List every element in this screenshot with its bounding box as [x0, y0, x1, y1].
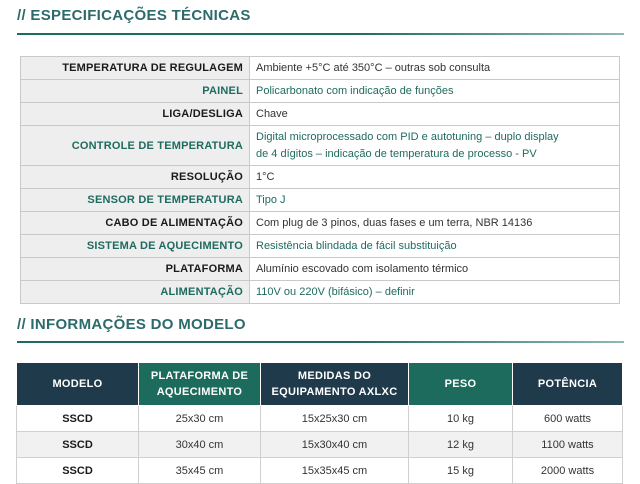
- cell-platform: 25x30 cm: [139, 406, 261, 432]
- spec-label: RESOLUÇÃO: [21, 166, 250, 189]
- spec-value: Chave: [250, 103, 620, 126]
- model-table-header: [17, 363, 623, 406]
- spec-label: TEMPERATURA DE REGULAGEM: [21, 57, 250, 80]
- model-table: [16, 362, 623, 484]
- spec-label: CONTROLE DE TEMPERATURA: [21, 126, 250, 166]
- spec-label: SENSOR DE TEMPERATURA: [21, 189, 250, 212]
- spec-value: 1°C: [250, 166, 620, 189]
- cell-dimensions: 15x30x40 cm: [261, 432, 409, 458]
- spec-label: LIGA/DESLIGA: [21, 103, 250, 126]
- table-row: [17, 406, 623, 432]
- header-platform-line: PLATAFORMA DE: [150, 370, 249, 382]
- model-section-title: // INFORMAÇÕES DO MODELO: [17, 316, 246, 333]
- specs-row: [21, 281, 620, 304]
- cell-power: 1100 watts: [513, 432, 623, 458]
- header-weight: PESO: [409, 363, 513, 406]
- cell-dimensions: 15x35x45 cm: [261, 458, 409, 484]
- specs-table: [20, 56, 620, 304]
- cell-weight: 15 kg: [409, 458, 513, 484]
- cell-model: SSCD: [17, 432, 139, 458]
- spec-value: Tipo J: [250, 189, 620, 212]
- spec-value: 110V ou 220V (bifásico) – definir: [250, 281, 620, 304]
- cell-model: SSCD: [17, 406, 139, 432]
- spec-value-line: Digital microprocessado com PID e autotuning – duplo display: [256, 130, 559, 143]
- specs-title-divider: [17, 33, 624, 35]
- spec-label: PAINEL: [21, 80, 250, 103]
- spec-label: CABO DE ALIMENTAÇÃO: [21, 212, 250, 235]
- header-platform: [139, 363, 261, 406]
- cell-platform: 30x40 cm: [139, 432, 261, 458]
- spec-value: Ambiente +5°C até 350°C – outras sob consulta: [250, 57, 620, 80]
- spec-value: [250, 126, 620, 166]
- header-dimensions-line: EQUIPAMENTO AXLXC: [271, 386, 398, 398]
- header-model: MODELO: [17, 363, 139, 406]
- spec-label: ALIMENTAÇÃO: [21, 281, 250, 304]
- specs-section-title: // ESPECIFICAÇÕES TÉCNICAS: [17, 7, 251, 24]
- specs-row: [21, 57, 620, 80]
- spec-label: PLATAFORMA: [21, 258, 250, 281]
- spec-value-line: de 4 dígitos – indicação de temperatura de processo - PV: [256, 147, 537, 160]
- specs-row: [21, 258, 620, 281]
- specs-row: [21, 126, 620, 166]
- specs-row: [21, 212, 620, 235]
- model-title-divider: [17, 341, 624, 343]
- table-row: [17, 432, 623, 458]
- specs-row: [21, 235, 620, 258]
- specs-row: [21, 189, 620, 212]
- spec-value: Policarbonato com indicação de funções: [250, 80, 620, 103]
- spec-value: Resistência blindada de fácil substituição: [250, 235, 620, 258]
- cell-model: SSCD: [17, 458, 139, 484]
- header-platform-line: AQUECIMENTO: [156, 386, 243, 398]
- cell-power: 600 watts: [513, 406, 623, 432]
- cell-power: 2000 watts: [513, 458, 623, 484]
- cell-weight: 12 kg: [409, 432, 513, 458]
- spec-value: Alumínio escovado com isolamento térmico: [250, 258, 620, 281]
- specs-row: [21, 80, 620, 103]
- header-power: POTÊNCIA: [513, 363, 623, 406]
- spec-value: Com plug de 3 pinos, duas fases e um terra, NBR 14136: [250, 212, 620, 235]
- specs-row: [21, 103, 620, 126]
- cell-weight: 10 kg: [409, 406, 513, 432]
- spec-label: SISTEMA DE AQUECIMENTO: [21, 235, 250, 258]
- cell-dimensions: 15x25x30 cm: [261, 406, 409, 432]
- specs-row: [21, 166, 620, 189]
- header-dimensions-line: MEDIDAS DO: [297, 370, 372, 382]
- header-dimensions: [261, 363, 409, 406]
- cell-platform: 35x45 cm: [139, 458, 261, 484]
